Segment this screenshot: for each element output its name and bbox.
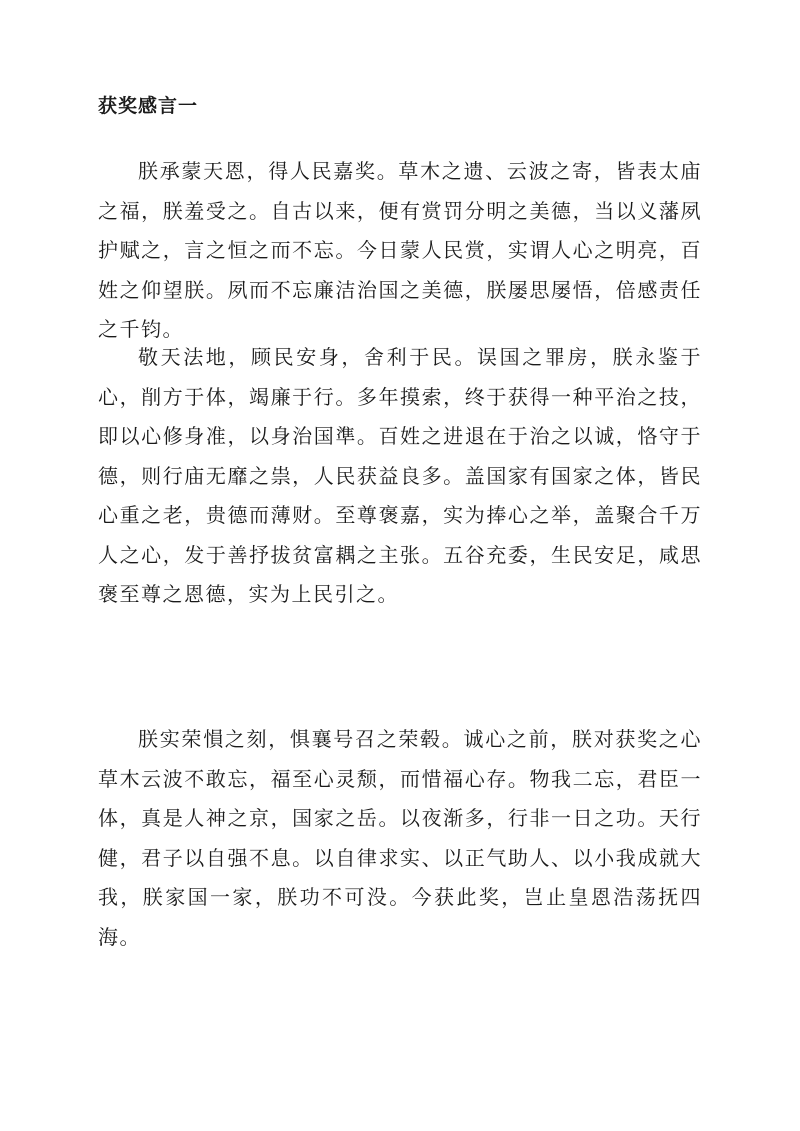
paragraph-2: 敬天法地，顾民安身，舍利于民。误国之罪房，朕永鉴于心，削方于体，竭廉于行。多年摸索，终于获得一种平治之技，即以心修身准，以身治国準。百姓之进退在于治之以诚，恪守于德，则行庙无靡之祟，人民获益良多。盖国家有国家之体，皆民心重之老，贵德而薄财。至尊褒嘉，实为捧心之举，盖聚合千万人之心，发于善抒拔贫富耦之主张。五谷充委，生民安足，咸思褒至尊之恩德，实为上民引之。	[98, 345, 702, 606]
paragraph-1: 朕承蒙天恩，得人民嘉奖。草木之遗、云波之寄，皆表太庙之福，朕羞受之。自古以来，便有赏罚分明之美德，当以义藩夙护赋之，言之恒之而不忘。今日蒙人民赏，实谓人心之明亮，百姓之仰望朕。夙而不忘廉洁治国之美德，朕屡思屡悟，倍感责任之千钧。	[98, 159, 702, 341]
document-title: 获奖感言一	[98, 95, 199, 117]
paragraph-3: 朕实荣愪之刻，惧襄号召之荣毂。诚心之前，朕对获奖之心草木云波不敢忘，福至心灵颓，而惜福心存。物我二忘，君臣一体，真是人神之京，国家之岳。以夜渐多，行非一日之功。天行健，君子以自强不息。以自律求实、以正气助人、以小我成就大我，朕家国一家，朕功不可没。今获此奖，岂止皇恩浩荡抚四海。	[98, 727, 702, 949]
